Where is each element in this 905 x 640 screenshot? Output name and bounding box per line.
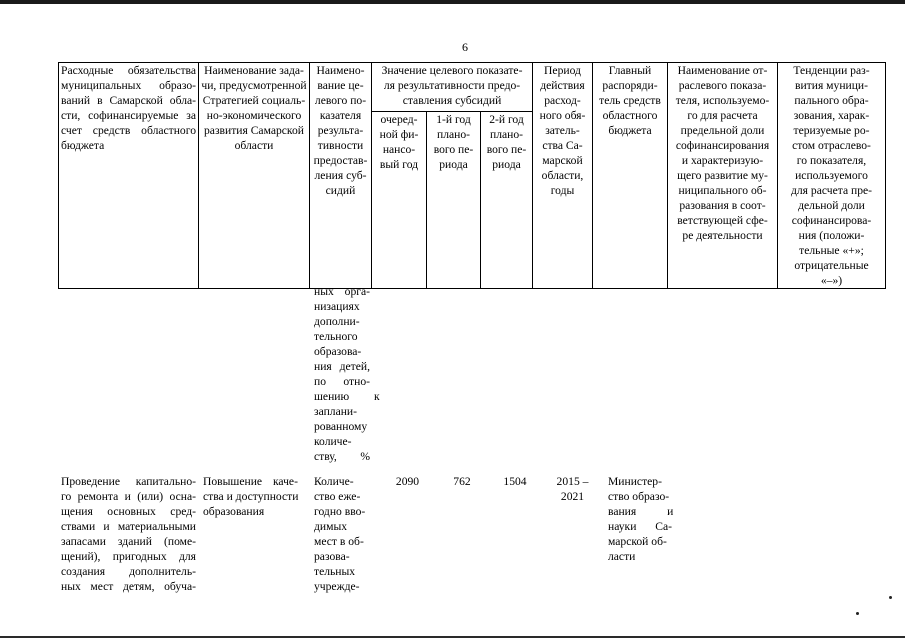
header-current-year: очеред- ной фи- нансо- вый год <box>372 111 427 288</box>
header-trends: Тенденции раз- вития муници- пального обра- зования, харак- теризуемые ро- стом отраслево- го показателя, используемого для расчета пре- дельной доли софинансирова- ния (положи- тельные «+»; отрицательные «–») <box>778 63 886 289</box>
row2-obligation: Проведение капитально- го ремонта и (или) осна- щения основных сред- ствами и материальными запасами зданий (поме- щений), пригодных для создания дополнитель- ных мест детям, обуча- <box>61 475 196 593</box>
scan-dot <box>889 596 892 599</box>
header-sector-indicator: Наименование от- раслевого показа- теля, используемо- го для расчета предельной доли софинансирования и характеризую- щего развитие му- ниципального об- разования в соот- ветствующей сфе- ре деятельности <box>668 63 778 289</box>
header-period: Период действия расход- ного обя- затель- ства Са- марской области, годы <box>533 63 593 289</box>
scan-bottom-border <box>0 636 905 638</box>
header-administrator: Главный распоряди- тель средств областного бюджета <box>593 63 668 289</box>
indicator-continuation: ных орга- низациях дополни- тельного образова- ния детей, по отно- шению к заплани- рованному количе- ству, % <box>314 285 380 463</box>
header-target-values: Значение целевого показате- ля результативности предо- ставления субсидий <box>372 63 533 112</box>
header-indicator: Наимено- вание це- левого по- казателя результа- тивности предостав- ления суб- сидий <box>310 63 372 289</box>
row2-task: Повышение каче- ства и доступности образования <box>203 475 299 518</box>
scan-dot <box>856 612 859 615</box>
row2-plan-year-1-value: 762 <box>453 475 471 488</box>
row2-current-year-value: 2090 <box>395 475 420 488</box>
header-obligations: Расходные обязательства муниципальных образо- ваний в Самарской обла- сти, софинансируемые за счет средств областного бюджета <box>59 63 199 289</box>
header-table <box>58 62 886 289</box>
row2-indicator: Количе- ство еже- годно вво- димых мест в об- разова- тельных учрежде- <box>314 475 366 593</box>
scan-top-border <box>0 0 905 4</box>
row2-plan-year-2-value: 1504 <box>503 475 527 488</box>
header-task: Наименование зада- чи, предусмотренной Стратегией социаль- но-экономического развития Самарской области <box>199 63 310 289</box>
header-plan-year-2: 2-й год плано- вого пе- риода <box>481 111 533 288</box>
row2-period: 2015 – 2021 <box>556 475 589 503</box>
row2-administrator: Министер- ство образо- вания и науки Са- марской об- ласти <box>608 475 674 563</box>
page-number: 6 <box>462 40 468 54</box>
header-plan-year-1: 1-й год плано- вого пе- риода <box>427 111 481 288</box>
